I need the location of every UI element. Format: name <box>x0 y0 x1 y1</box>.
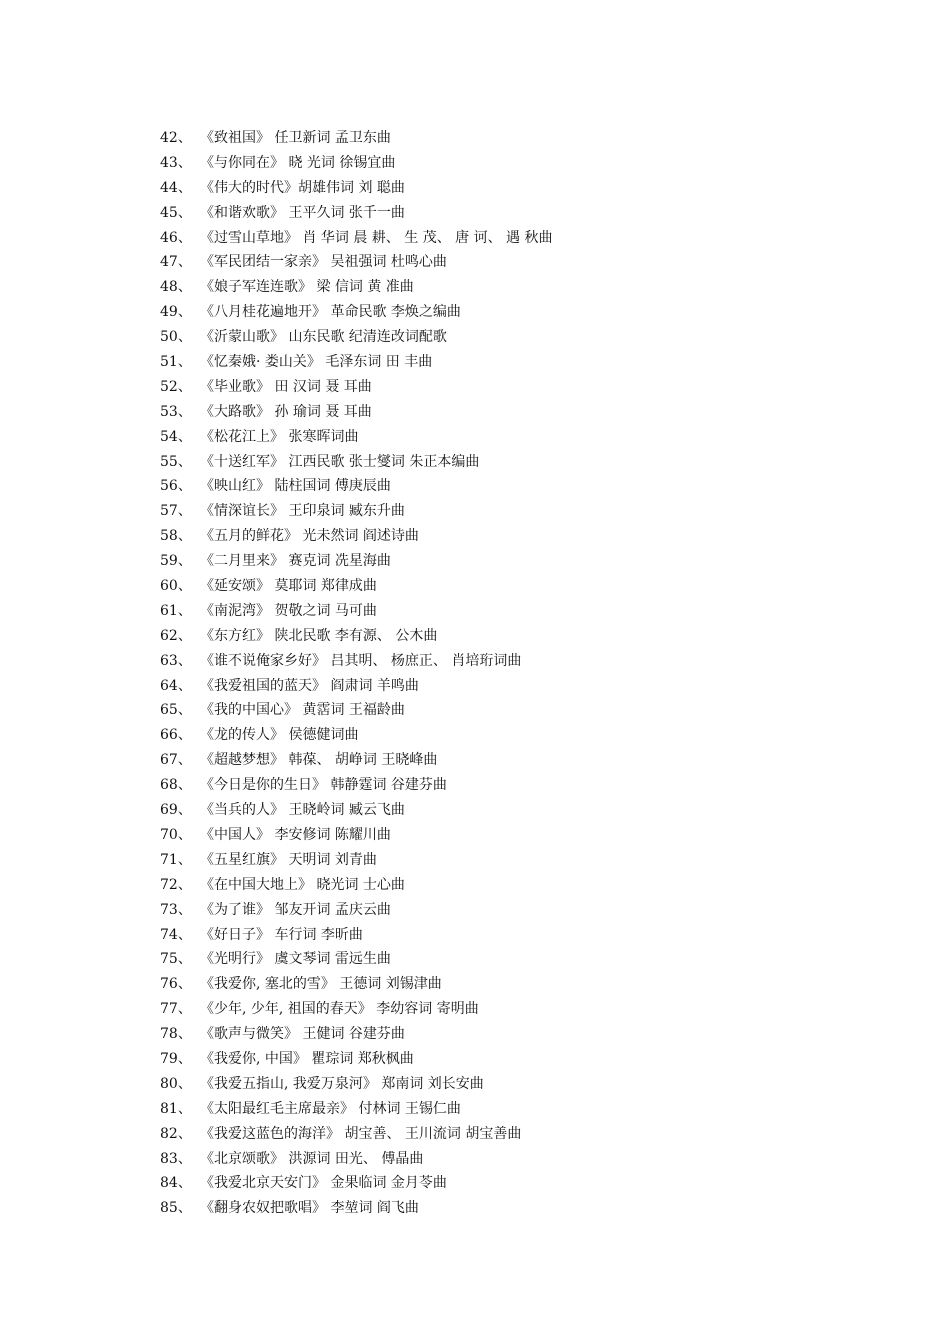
item-text: 《忆秦娥· 娄山关》 毛泽东词 田 丰曲 <box>200 354 433 371</box>
list-item <box>160 1072 553 1097</box>
item-text: 《我爱五指山, 我爱万泉河》 郑南词 刘长安曲 <box>200 1075 484 1092</box>
item-text: 《过雪山草地》 肖 华词 晨 耕、 生 茂、 唐 诃、 遇 秋曲 <box>200 229 553 246</box>
list-item <box>160 375 553 400</box>
item-text: 《和谐欢歌》 王平久词 张千一曲 <box>200 204 405 221</box>
list-item <box>160 1147 553 1172</box>
item-number: 56、 <box>160 478 192 495</box>
item-number: 84、 <box>160 1175 192 1192</box>
list-item <box>160 275 553 300</box>
list-item <box>160 599 553 624</box>
item-number: 81、 <box>160 1100 192 1117</box>
list-item <box>160 250 553 275</box>
item-text: 《五星红旗》 天明词 刘青曲 <box>200 851 377 868</box>
list-item <box>160 674 553 699</box>
item-number: 57、 <box>160 503 192 520</box>
item-text: 《我爱祖国的蓝天》 阎肃词 羊鸣曲 <box>200 677 419 694</box>
item-number: 55、 <box>160 453 192 470</box>
item-text: 《超越梦想》 韩葆、 胡峥词 王晓峰曲 <box>200 752 438 769</box>
item-text: 《延安颂》 莫耶词 郑律成曲 <box>200 578 377 595</box>
item-number: 52、 <box>160 378 192 395</box>
item-text: 《光明行》 虞文琴词 雷远生曲 <box>200 951 391 968</box>
item-text: 《太阳最红毛主席最亲》 付林词 王锡仁曲 <box>200 1100 461 1117</box>
item-number: 79、 <box>160 1050 192 1067</box>
item-text: 《好日子》 车行词 李昕曲 <box>200 926 363 943</box>
item-number: 45、 <box>160 204 192 221</box>
item-number: 43、 <box>160 154 192 171</box>
item-text: 《龙的传人》 侯德健词曲 <box>200 727 359 744</box>
item-number: 46、 <box>160 229 192 246</box>
list-item <box>160 126 553 151</box>
list-item <box>160 549 553 574</box>
item-number: 61、 <box>160 602 192 619</box>
list-item <box>160 898 553 923</box>
item-number: 83、 <box>160 1150 192 1167</box>
list-item <box>160 151 553 176</box>
list-item <box>160 947 553 972</box>
item-number: 74、 <box>160 926 192 943</box>
list-item <box>160 773 553 798</box>
item-number: 69、 <box>160 802 192 819</box>
item-text: 《为了谁》 邹友开词 孟庆云曲 <box>200 901 391 918</box>
item-text: 《歌声与微笑》 王健词 谷建芬曲 <box>200 1026 405 1043</box>
list-item <box>160 624 553 649</box>
item-number: 67、 <box>160 752 192 769</box>
item-text: 《情深谊长》 王印泉词 臧东升曲 <box>200 503 405 520</box>
item-number: 82、 <box>160 1125 192 1142</box>
item-text: 《二月里来》 赛克词 冼星海曲 <box>200 553 391 570</box>
item-number: 44、 <box>160 179 192 196</box>
item-number: 76、 <box>160 976 192 993</box>
list-item <box>160 1097 553 1122</box>
item-number: 75、 <box>160 951 192 968</box>
list-item <box>160 848 553 873</box>
item-number: 53、 <box>160 403 192 420</box>
list-item <box>160 748 553 773</box>
item-text: 《少年, 少年, 祖国的春天》 李幼容词 寄明曲 <box>200 1001 479 1018</box>
item-text: 《沂蒙山歌》 山东民歌 纪清连改词配歌 <box>200 329 447 346</box>
item-number: 72、 <box>160 876 192 893</box>
item-number: 58、 <box>160 528 192 545</box>
list-item <box>160 574 553 599</box>
list-item <box>160 226 553 251</box>
list-item <box>160 176 553 201</box>
item-number: 64、 <box>160 677 192 694</box>
list-item <box>160 300 553 325</box>
item-text: 《我爱你, 塞北的雪》 王德词 刘锡津曲 <box>200 976 442 993</box>
item-text: 《与你同在》 晓 光词 徐锡宜曲 <box>200 154 396 171</box>
item-number: 66、 <box>160 727 192 744</box>
item-text: 《军民团结一家亲》 吴祖强词 杜鸣心曲 <box>200 254 447 271</box>
item-text: 《东方红》 陕北民歌 李有源、 公木曲 <box>200 627 438 644</box>
list-item <box>160 873 553 898</box>
item-text: 《翻身农奴把歌唱》 李堃词 阎飞曲 <box>200 1200 419 1217</box>
item-number: 77、 <box>160 1001 192 1018</box>
item-text: 《我爱你, 中国》 瞿琮词 郑秋枫曲 <box>200 1050 414 1067</box>
item-text: 《当兵的人》 王晓岭词 臧云飞曲 <box>200 802 405 819</box>
item-number: 62、 <box>160 627 192 644</box>
item-number: 49、 <box>160 304 192 321</box>
list-item <box>160 400 553 425</box>
item-number: 80、 <box>160 1075 192 1092</box>
item-text: 《今日是你的生日》 韩静霆词 谷建芬曲 <box>200 777 447 794</box>
item-number: 85、 <box>160 1200 192 1217</box>
list-item <box>160 350 553 375</box>
list-item <box>160 1047 553 1072</box>
item-text: 《八月桂花遍地开》 革命民歌 李焕之编曲 <box>200 304 461 321</box>
list-item <box>160 474 553 499</box>
list-item <box>160 1171 553 1196</box>
list-item <box>160 425 553 450</box>
list-item <box>160 972 553 997</box>
list-item <box>160 1022 553 1047</box>
item-text: 《我爱这蓝色的海洋》 胡宝善、 王川流词 胡宝善曲 <box>200 1125 522 1142</box>
item-number: 65、 <box>160 702 192 719</box>
list-item <box>160 325 553 350</box>
list-item <box>160 499 553 524</box>
item-number: 60、 <box>160 578 192 595</box>
list-item <box>160 798 553 823</box>
item-number: 59、 <box>160 553 192 570</box>
item-text: 《北京颂歌》 洪源词 田光、 傅晶曲 <box>200 1150 424 1167</box>
item-number: 68、 <box>160 777 192 794</box>
item-text: 《我的中国心》 黄霑词 王福龄曲 <box>200 702 405 719</box>
item-text: 《娘子军连连歌》 梁 信词 黄 准曲 <box>200 279 414 296</box>
list-item <box>160 997 553 1022</box>
list-item <box>160 698 553 723</box>
item-text: 《大路歌》 孙 瑜词 聂 耳曲 <box>200 403 372 420</box>
item-text: 《五月的鲜花》 光未然词 阎述诗曲 <box>200 528 419 545</box>
item-text: 《映山红》 陆柱国词 傅庚辰曲 <box>200 478 391 495</box>
list-item <box>160 524 553 549</box>
item-text: 《在中国大地上》 晓光词 士心曲 <box>200 876 405 893</box>
item-text: 《南泥湾》 贺敬之词 马可曲 <box>200 602 377 619</box>
item-text: 《松花江上》 张寒晖词曲 <box>200 428 359 445</box>
item-number: 70、 <box>160 826 192 843</box>
list-item <box>160 1122 553 1147</box>
song-list <box>160 126 553 1221</box>
list-item <box>160 1196 553 1221</box>
item-number: 73、 <box>160 901 192 918</box>
item-text: 《中国人》 李安修词 陈耀川曲 <box>200 826 391 843</box>
item-text: 《毕业歌》 田 汉词 聂 耳曲 <box>200 378 372 395</box>
list-item <box>160 450 553 475</box>
item-number: 50、 <box>160 329 192 346</box>
item-number: 54、 <box>160 428 192 445</box>
list-item <box>160 201 553 226</box>
item-number: 48、 <box>160 279 192 296</box>
item-number: 47、 <box>160 254 192 271</box>
item-number: 63、 <box>160 652 192 669</box>
item-text: 《十送红军》 江西民歌 张士燮词 朱正本编曲 <box>200 453 480 470</box>
item-number: 51、 <box>160 354 192 371</box>
list-item <box>160 823 553 848</box>
list-item <box>160 723 553 748</box>
list-item <box>160 649 553 674</box>
item-number: 42、 <box>160 130 192 146</box>
item-number: 78、 <box>160 1026 192 1043</box>
item-text: 《谁不说俺家乡好》 吕其明、 杨庶正、 肖培珩词曲 <box>200 652 522 669</box>
item-text: 《致祖国》 任卫新词 孟卫东曲 <box>200 130 391 146</box>
item-number: 71、 <box>160 851 192 868</box>
item-text: 《伟大的时代》胡雄伟词 刘 聪曲 <box>200 179 405 196</box>
item-text: 《我爱北京天安门》 金果临词 金月苓曲 <box>200 1175 447 1192</box>
list-item <box>160 923 553 948</box>
